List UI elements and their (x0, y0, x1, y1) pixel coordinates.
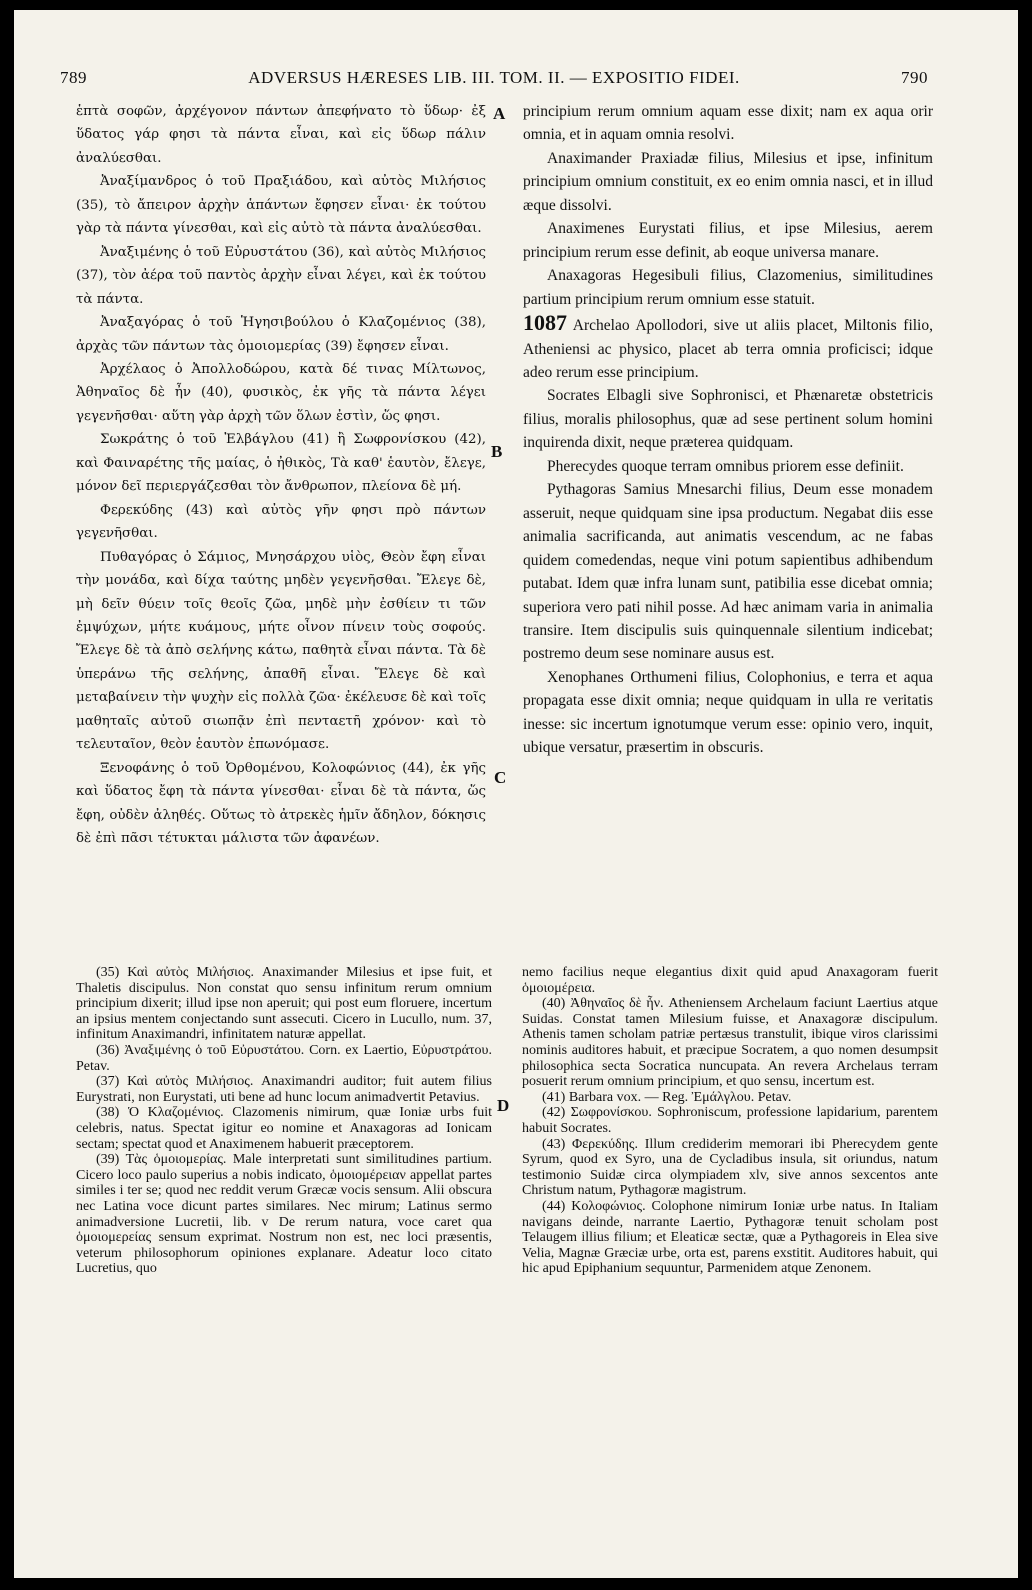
column-number: 1087 (523, 310, 567, 336)
margin-marker-c: C (494, 768, 507, 787)
margin-marker-a: A (493, 104, 506, 123)
latin-paragraph: principium rerum omnium aquam esse dixit; nam ex aqua orir omnia, et in aquam omnia resolvi. (523, 103, 933, 144)
margin-marker-d: D (497, 1096, 510, 1115)
footnote: (36) Ἀναξιμένης ὁ τοῦ Εὐρυστάτου. Corn. ex Laertio, Εὐρυστράτου. Petav. (76, 1042, 492, 1074)
footnote: (44) Κολοφώνιος. Colophone nimirum Ioniæ urbe natus. In Italiam navigans deinde, narrante Laertio, Pythagoræ tenuit scholam post Telaugem illius filium; et Eleaticæ sectæ, quæ a Pythagoreis in Elea sive Velia, Magnæ Græciæ urbe, orta est, parens exstitit. Auditores habuit, qui hic apud Epiphanium sequuntur, Parmenidem atque Zenonem. (522, 1198, 938, 1277)
footnote: (40) Ἀθηναῖος δὲ ἦν. Atheniensem Archelaum faciunt Laertius atque Suidas. Constat tamen Milesium fuisse, et Anaxagoræ discipulum. Athenis tamen scholam patriæ pertæsus transtulit, ibique viros clarissimi nominis auditores habuit, et præcipue Socratem, a quo nomen desumpsit philosophica secta Socratica nuncupata. An revera Archelaus terram posuerit rerum omnium principium, et quo sensu, incertum est. (522, 996, 938, 1090)
footnote: (42) Σωφρονίσκου. Sophroniscum, professione lapidarium, parentem habuit Socrates. (522, 1105, 938, 1136)
latin-paragraph: Anaxagoras Hegesibuli filius, Clazomenius, similitudines partium principium rerum omnium esse statuit. (523, 267, 933, 308)
greek-paragraph: Σωκράτης ὁ τοῦ Ἐλβάγλου (41) ἢ Σωφρονίσκου (42), καὶ Φαιναρέτης τῆς μαίας, ὁ ἠθικὸς, Τὰ καθ' ἑαυτὸν, ἔλεγε, μόνον δεῖ περιεργάζεσθαι τὸν ἄνθρωπον, πλείονα δὲ μή. (76, 432, 486, 495)
greek-paragraph: Ἀναξαγόρας ὁ τοῦ Ἡγησιβούλου ὁ Κλαζομένιος (38), ἀρχὰς τῶν πάντων τὰς ὁμοιομερίας (39) ἔφησεν εἶναι. (76, 315, 486, 354)
footnote: (37) Καὶ αὐτὸς Μιλήσιος. Anaximandri auditor; fuit autem filius Eurystrati, non Eurystati, uti bene ad hunc locum animadvertit Petavius. (76, 1074, 492, 1105)
greek-column (76, 100, 486, 851)
latin-paragraph: Pythagoras Samius Mnesarchi filius, Deum esse monadem asseruit, neque quidquam sine ipsa productum. Negabat diis esse animalia sacrificanda, aut animatis vescendum, ac ne fabas quidem comedendas, neque vini potum sapientibus adhibendum putabat. Idem quæ infra lunam sunt, patibilia esse dicebat omnia; superiora vero pati nihil posse. Ad hæc animam varia in animalia transire. Item discipulis suis quinquennale silentium indicebat; postremo deum sese nominare ausus est. (523, 481, 933, 663)
right-page-number: 790 (901, 68, 928, 87)
running-title: ADVERSUS HÆRESES LIB. III. TOM. II. — EXPOSITIO FIDEI. (248, 68, 740, 87)
greek-paragraph: Ξενοφάνης ὁ τοῦ Ὀρθομένου, Κολοφώνιος (44), ἐκ γῆς καὶ ὕδατος ἔφη τὰ πάντα γίνεσθαι· εἶναι δὲ τὰ πάντα, ὥς ἔφη, οὐδὲν ἀληθές. Οὕτως τὸ ἀτρεκὲς ἡμῖν ἄδηλον, δόκησις δὲ ἐπὶ πᾶσι τέτυκται μάλιστα τῶν ἀφανέων. (76, 760, 486, 847)
latin-paragraph: Archelao Apollodori, sive ut aliis placet, Miltonis filio, Atheniensi ac physico, placet ab terra omnia proficisci; idque adeo rerum esse principium. (523, 317, 933, 381)
left-page-number: 789 (60, 68, 87, 87)
running-header (60, 68, 928, 92)
footnote: (39) Τὰς ὁμοιομερίας. Male interpretati sunt similitudines partium. Cicero loco paulo superius a nobis indicato, ὁμοιομέρειαν appellat partes similes i ter se; quod nec reddit verum Græcæ vocis sensum. Alii obscura nec Latina voce dicunt partes similares. Nec mirum; Latinus sermo animadversione Lucretii, lib. v De rerum natura, voce caret qua ὁμοιομερείας sensum exprimat. Nostrum non est, nec loci præsentis, veterum philosophorum opiniones explanare. Adeatur loco citato Lucretius, quo (76, 1152, 492, 1277)
greek-paragraph: Φερεκύδης (43) καὶ αὐτὸς γῆν φησι πρὸ πάντων γεγενῆσθαι. (76, 502, 486, 542)
footnote: nemo facilius neque elegantius dixit quid apud Anaxagoram fuerit ὁμοιομέρεια. (522, 965, 938, 996)
greek-paragraph: Ἀναξίμανδρος ὁ τοῦ Πραξιάδου, καὶ αὐτὸς Μιλήσιος (35), τὸ ἄπειρον ἀρχὴν ἁπάντων ἔφησεν εἶναι· ἐκ τούτου γὰρ τὰ πάντα γίνεσθαι, καὶ εἰς αὐτὸ τὰ πάντα ἀναλύεσθαι. (76, 174, 486, 237)
latin-paragraph: Anaximenes Eurystati filius, et ipse Milesius, aerem principium rerum esse definit, ab eoque universa manare. (523, 220, 933, 261)
greek-paragraph: ἑπτὰ σοφῶν, ἀρχέγονον πάντων ἀπεφήνατο τὸ ὕδωρ· ἐξ ὕδατος γάρ φησι τὰ πάντα εἶναι, καὶ εἰς ὕδωρ πάλιν ἀναλύεσθαι. (76, 104, 486, 166)
latin-paragraph: Socrates Elbagli sive Sophronisci, et Phænaretæ obstetricis filius, moralis philosophus, quæ ad sese pertinent solum homini inquirenda dixit, neque præterea quidquam. (523, 387, 933, 452)
footnote: (35) Καὶ αὐτὸς Μιλήσιος. Anaximander Milesius et ipse fuit, et Thaletis discipulus. Non constat quo sensu infinitum rerum omnium principium dixerit; illud ipse non aperuit; qui post eum floruere, incertum an ipsius mentem conjectando sunt assecuti. Cicero in Lucullo, num. 37, infinitum Anaximandri, infinitatem naturæ appellat. (76, 965, 492, 1043)
latin-column (523, 100, 933, 760)
greek-paragraph: Πυθαγόρας ὁ Σάμιος, Μνησάρχου υἱὸς, Θεὸν ἔφη εἶναι τὴν μονάδα, καὶ δίχα ταύτης μηδὲν γεγενῆσθαι. Ἔλεγε δὲ, μὴ δεῖν θύειν τοῖς θεοῖς ζῶα, μηδὲ μὴν ἐσθίειν τι τῶν ἐμψύχων, μήτε κυάμους, μήτε οἶνον πίνειν τοὺς σοφούς. Ἔλεγε δὲ τὰ ἀπὸ σελήνης κάτω, παθητὰ εἶναι πάντα. Τὰ δὲ ὑπεράνω τῆς σελήνης, ἀπαθῆ εἶναι. Ἔλεγε δὲ καὶ μεταβαίνειν τὴν ψυχὴν εἰς πολλὰ ζῶα· ἐκέλευσε δὲ καὶ τοῖς μαθηταῖς αὐτοῦ σιωπᾷν ἐπὶ πενταετῆ χρόνον· καὶ τὸ τελευταῖον, θεὸν ἑαυτὸν ἐπωνόμασε. (76, 549, 486, 753)
footnote: (41) Barbara vox. — Reg. Ἐμάλγλου. Petav. (542, 1089, 792, 1105)
latin-paragraph: Pherecydes quoque terram omnibus priorem esse definiit. (547, 457, 904, 475)
greek-paragraph: Ἀναξιμένης ὁ τοῦ Εὐρυστάτου (36), καὶ αὐτὸς Μιλήσιος (37), τὸν ἀέρα τοῦ παντὸς ἀρχὴν εἶναι λέγει, καὶ ἐκ τούτου τὰ πάντα. (76, 244, 486, 307)
footnotes-right (522, 965, 938, 1277)
latin-paragraph: Xenophanes Orthumeni filius, Colophonius, e terra et aqua propagata esse dixit omnia; neque quidquam in ulla re veritatis inesse: sic incertum ignotumque verum esse: opinio vero, inquit, ubique versatur, præsertim in obscuris. (523, 668, 933, 757)
margin-marker-b: B (491, 442, 503, 461)
greek-paragraph: Ἀρχέλαος ὁ Ἀπολλοδώρου, κατὰ δέ τινας Μίλτωνος, Ἀθηναῖος δὲ ἦν (40), φυσικὸς, ἐκ γῆς τὰ πάντα λέγει γεγενῆσθαι· αὕτη γὰρ ἀρχὴ τῶν ὅλων ἐστὶν, ὥς φησι. (76, 361, 486, 424)
footnote: (38) Ὁ Κλαζομένιος. Clazomenis nimirum, quæ Ioniæ urbs fuit celebris, natus. Spectat igitur eo nomine et Anaxagoras ad Ionicam sectam; spectat quod et Anaximenem habuerit præceptorem. (76, 1105, 492, 1152)
footnote: (43) Φερεκύδης. Illum crediderim memorari ibi Pherecydem gente Syrum, quod ex Syro, una de Cycladibus insula, sit oriundus, natum testimonio Suidæ circa olympiadem xlv, sive annos sexcentos ante Christum natum, Pythagoræ magistrum. (522, 1136, 938, 1199)
footnotes-left (76, 965, 492, 1277)
latin-paragraph: Anaximander Praxiadæ filius, Milesius et ipse, infinitum principium omnium constituit, ex eo enim omnia nasci, et in illud æque dissolvi. (523, 149, 933, 214)
